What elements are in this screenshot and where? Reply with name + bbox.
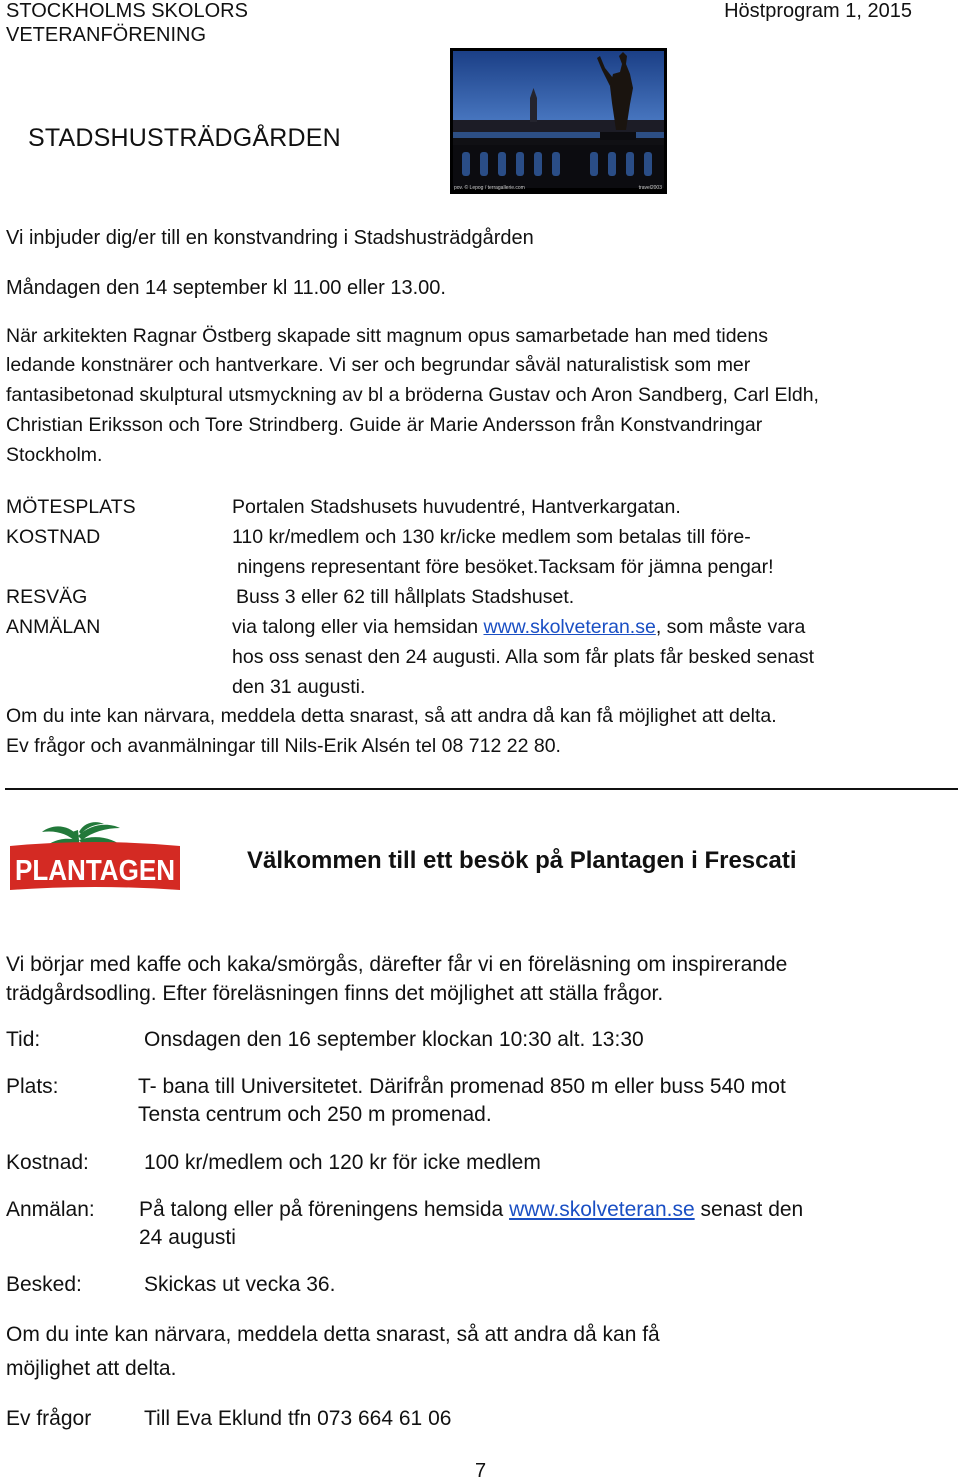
event1-footer-line: Om du inte kan närvara, meddela detta snarast, så att andra då kan få möjlighet att delta. [6, 705, 777, 727]
value-fragor: Till Eva Eklund tfn 073 664 61 06 [144, 1407, 452, 1430]
website-link-2[interactable]: www.skolveteran.se [509, 1198, 695, 1221]
org-name-line1: STOCKHOLMS SKOLORS [6, 0, 248, 22]
event1-description-line: Christian Eriksson och Tore Strindberg. Guide är Marie Andersson från Konstvandringar [6, 414, 763, 436]
label-anmalan: ANMÄLAN [6, 616, 101, 638]
event1-description-line: Stockholm. [6, 444, 103, 466]
event1-contact: Ev frågor och avanmälningar till Nils-Erik Alsén tel 08 712 22 80. [6, 735, 561, 757]
value-kostnad: 110 kr/medlem och 130 kr/icke medlem som betalas till före- [232, 526, 751, 548]
value-anmalan-cont: den 31 augusti. [232, 676, 366, 698]
label-resvag: RESVÄG [6, 586, 88, 608]
event1-description-line: fantasibetonad skulptural utsmyckning av bl a bröderna Gustav och Aron Sandberg, Carl Eldh, [6, 384, 819, 406]
stadshuset-photo [450, 48, 667, 194]
value-anmalan-text: via talong eller via hemsidan [232, 616, 484, 638]
event1-description-line: ledande konstnärer och hantverkare. Vi ser och begrundar såväl naturalistisk som mer [6, 354, 751, 376]
event2-intro-line: Vi börjar med kaffe och kaka/smörgås, därefter får vi en föreläsning om inspirerande [6, 953, 788, 976]
event1-title: STADSHUSTRÄDGÅRDEN [28, 124, 341, 152]
value-kostnad-cont: ningens representant före besöket.Tacksam för jämna pengar! [237, 556, 774, 578]
label-besked: Besked: [6, 1273, 82, 1296]
value-anmalan-2-text-end: senast den [694, 1198, 804, 1221]
label-tid: Tid: [6, 1028, 41, 1051]
value-anmalan-cont: hos oss senast den 24 augusti. Alla som får plats får besked senast [232, 646, 815, 668]
label-motesplats: MÖTESPLATS [6, 496, 136, 518]
value-anmalan-2-cont: 24 augusti [139, 1226, 236, 1249]
logo-wordmark: PLANTAGEN [15, 855, 175, 887]
photo-credit [454, 185, 662, 191]
section-divider [5, 788, 958, 790]
value-motesplats: Portalen Stadshusets huvudentré, Hantverkargatan. [232, 496, 681, 518]
label-kostnad: KOSTNAD [6, 526, 101, 548]
value-resvag: Buss 3 eller 62 till hållplats Stadshuset. [236, 586, 575, 608]
value-besked: Skickas ut vecka 36. [144, 1273, 336, 1296]
event2-title: Välkommen till ett besök på Plantagen i Frescati [247, 847, 797, 874]
value-plats: T- bana till Universitetet. Därifrån promenad 850 m eller buss 540 mot [138, 1075, 786, 1098]
event2-footer-line: Om du inte kan närvara, meddela detta snarast, så att andra då kan få [6, 1323, 660, 1346]
label-kostnad-2: Kostnad: [6, 1151, 89, 1174]
value-anmalan [232, 613, 805, 642]
label-fragor: Ev frågor [6, 1407, 92, 1430]
plantagen-logo [6, 822, 184, 896]
website-link[interactable]: www.skolveteran. [483, 616, 636, 638]
event1-description-line: När arkitekten Ragnar Östberg skapade sitt magnum opus samarbetade han med tidens [6, 325, 768, 347]
org-name [6, 0, 248, 47]
event2-intro-line: trädgårdsodling. Efter föreläsningen finns det möjlighet att ställa frågor. [6, 982, 664, 1005]
label-plats: Plats: [6, 1075, 59, 1098]
value-anmalan-2 [139, 1196, 803, 1224]
photo-credit-right: travel2003 [638, 185, 662, 191]
org-name-line2: VETERANFÖRENING [6, 24, 207, 46]
label-anmalan-2: Anmälan: [6, 1198, 95, 1221]
value-tid: Onsdagen den 16 september klockan 10:30 alt. 13:30 [144, 1028, 644, 1051]
event1-invite: Vi inbjuder dig/er till en konstvandring i Stadshusträdgården [6, 227, 534, 249]
program-title: Höstprogram 1, 2015 [724, 0, 912, 22]
value-kostnad-2: 100 kr/medlem och 120 kr för icke medlem [144, 1151, 541, 1174]
photo-credit-left: pov. © Lepog / terragallerie.com [454, 185, 525, 191]
website-link-tld[interactable]: se [635, 616, 656, 638]
value-anmalan-2-text: På talong eller på föreningens hemsida [139, 1198, 510, 1221]
value-plats-cont: Tensta centrum och 250 m promenad. [138, 1103, 492, 1126]
event1-date: Måndagen den 14 september kl 11.00 eller 13.00. [6, 277, 446, 299]
page-number: 7 [475, 1460, 487, 1482]
event2-footer-line: möjlighet att delta. [6, 1357, 177, 1380]
value-anmalan-text-end: , som måste vara [655, 616, 806, 638]
